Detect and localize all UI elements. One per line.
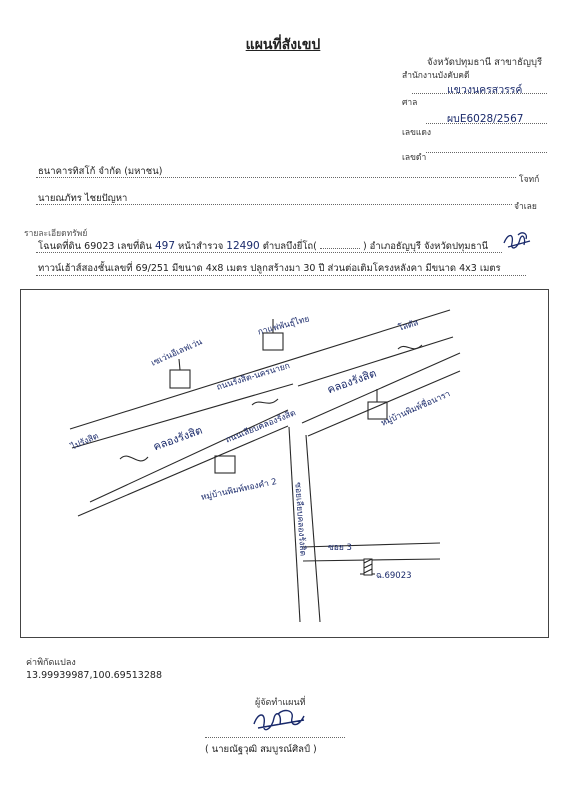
label-main-road: ถนนรังสิต-นครนายก — [215, 361, 292, 393]
label-rangsit-direction: ไปรังสิต — [69, 431, 101, 453]
case-no-label: เลขแดง — [402, 128, 432, 138]
property-heading: รายละเอียดทรัพย์ — [24, 229, 88, 239]
maker-role: ผู้จัดทำแผนที่ — [255, 698, 306, 708]
label-soi3: ซอย 3 — [328, 543, 352, 553]
canal-road-right-top — [302, 353, 460, 423]
property-line2: ทาวน์เฮ้าส์สองชั้นเลขที่ 69/251 มีขนาด 4x8 เมตร ปลูกสร้างมา 30 ปี ส่วนต่อเติมโครงหลังคา มีขนาด 4x3 เมตร — [38, 263, 501, 274]
court-value: แขวงนครสวรรค์ — [447, 84, 523, 96]
label-canal-left: คลองรังสิต — [151, 423, 205, 454]
plaintiff-name: ธนาคารทิสโก้ จำกัด (มหาชน) — [38, 166, 163, 177]
label-village-left: หมู่บ้านพิมพ์ทองคำ 2 — [200, 477, 278, 503]
plaintiff-label: โจทก์ — [519, 175, 540, 185]
seven-eleven-building — [170, 370, 190, 388]
province-office: จังหวัดปทุมธานี สาขาธัญบุรี — [427, 57, 543, 68]
label-deed-plot: ฉ.69023 — [376, 571, 412, 581]
court-label: ศาล — [402, 98, 418, 108]
survey-no: 12490 — [226, 240, 260, 252]
label-seven-eleven: เซเว่นอีเลฟเว่น — [149, 337, 204, 369]
defendant-line — [36, 204, 512, 205]
canal-wave-mid — [252, 399, 278, 405]
deed-text: โฉนดที่ดิน 69023 เลขที่ดิน — [38, 241, 152, 252]
survey-label: หน้าสำรวจ — [178, 241, 224, 252]
maker-signature — [248, 706, 312, 736]
canal-wave-left — [120, 456, 148, 461]
initial-signature — [500, 229, 536, 253]
property-line1-rule — [36, 252, 502, 253]
map-drawing — [20, 289, 549, 638]
soi3-top — [302, 543, 440, 547]
coords-value: 13.99939987,100.69513288 — [26, 670, 162, 681]
black-no-line — [426, 152, 547, 153]
label-soi-road: ซอยเลียบคลองรังสิต — [292, 481, 308, 557]
deed-plot — [364, 559, 372, 575]
office-label: สำนักงานบังคับคดี — [402, 71, 470, 81]
case-no-value: ผบE6028/2567 — [447, 113, 524, 125]
label-lotus: โลตัส — [397, 318, 420, 334]
defendant-name: นายณภัทร ไชยปัญหา — [38, 193, 128, 204]
defendant-label: จำเลย — [514, 202, 537, 212]
subdistrict-label: ตำบลบึงยี่โถ( — [262, 241, 317, 252]
page-title: แผนที่สังเขป — [245, 37, 321, 53]
label-canal-road: ถนนเลียบคลองรังสิต — [224, 408, 298, 446]
coords-label: ค่าพิกัดแปลง — [26, 658, 76, 668]
maker-name: ( นายณัฐวุฒิ สมบูรณ์ศิลป์ ) — [205, 744, 317, 755]
label-cafe: กาแฟพันธุ์ไทย — [256, 314, 311, 338]
property-line2-rule — [36, 275, 526, 276]
subdistrict-blank — [320, 248, 360, 249]
village-left-building — [215, 456, 235, 473]
label-village-right: หมู่บ้านพิมพ์ชื่อนารา — [379, 389, 453, 429]
signature-line — [205, 737, 345, 738]
plaintiff-line — [36, 177, 516, 178]
land-no: 497 — [154, 240, 175, 252]
district-text: ) อำเภอธัญบุรี จังหวัดปทุมธานี — [362, 241, 489, 252]
label-canal-right: คลองรังสิต — [325, 366, 379, 397]
black-no-label: เลขดำ — [402, 153, 427, 163]
